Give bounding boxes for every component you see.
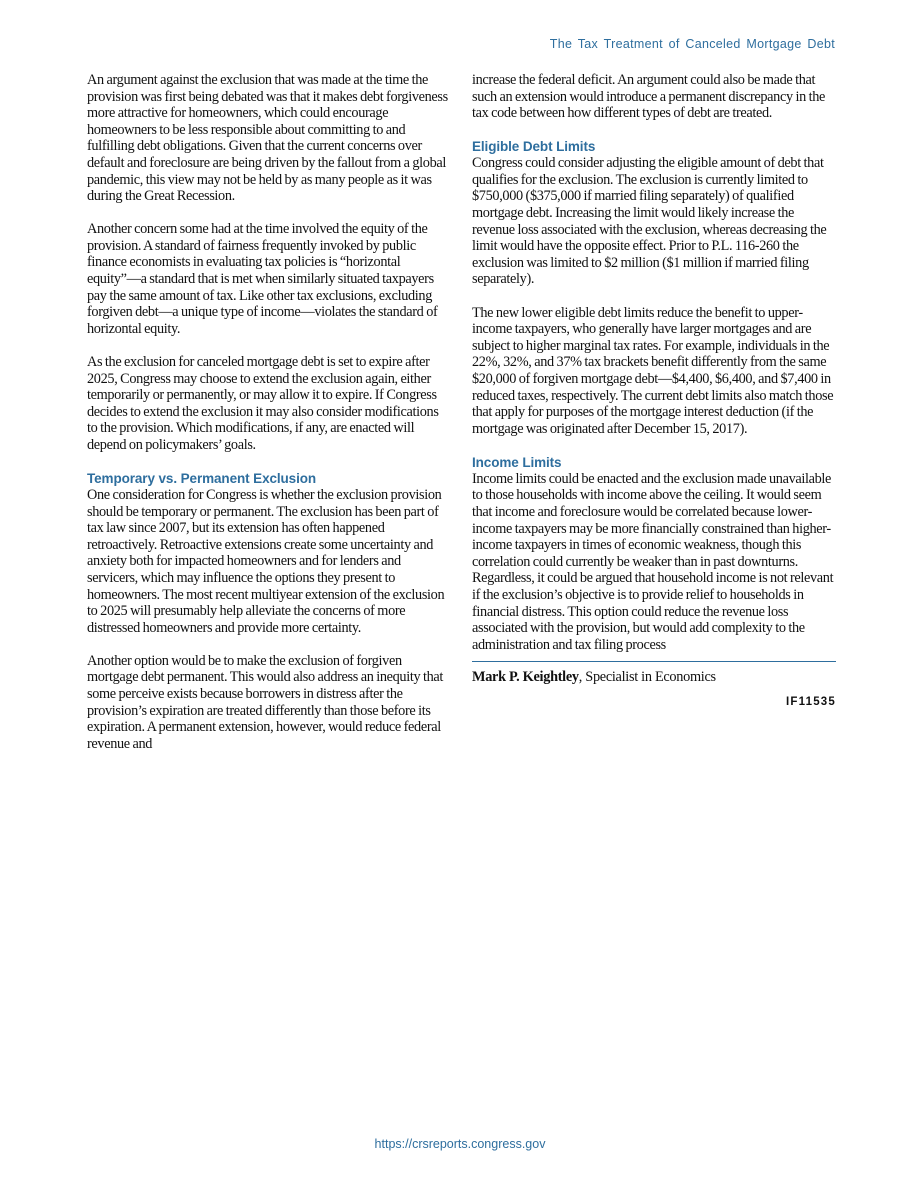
document-id: IF11535 — [786, 696, 836, 709]
body-paragraph: Congress could consider adjusting the eligible amount of debt that qualifies for the exclusion. The exclusion is currently limited to $750,000 ($375,000 if married filing separately) of qualified mortgage debt. Increasing the limit would likely increase the revenue loss associated with the exclusion, whereas decreasing the limit would have the opposite effect. Prior to P.L. 116-260 the exclusion was limited to $2 million ($1 million if married filing separately). — [472, 155, 827, 288]
body-paragraph: Another concern some had at the time involved the equity of the provision. A standard of fairness frequently invoked by public finance economists in evaluating tax policies is “horizontal equity”—a standard that is met when similarly situated taxpayers pay the same amount of tax. Like other tax exclusions, excluding forgiven debt—a unique type of income—violates the standard of horizontal equity. — [87, 221, 438, 337]
section-heading-temporary-vs-permanent: Temporary vs. Permanent Exclusion — [87, 470, 317, 486]
body-paragraph: One consideration for Congress is whether the exclusion provision should be temporary or permanent. The exclusion has been part of tax law since 2007, but its extension has often happened retroactively. Retroactive extensions create some uncertainty and anxiety both for impacted homeowners and for lenders and servicers, which may influence the options they present to homeowners. The most recent multiyear extension of the exclusion to 2025 will presumably help alleviate the concerns of more distressed homeowners and provide more certainty. — [87, 486, 445, 636]
author-name: Mark P. Keightley — [472, 669, 579, 686]
body-paragraph: The new lower eligible debt limits reduce the benefit to upper-income taxpayers, who generally have larger mortgages and are subject to higher marginal tax rates. For example, individuals in the 22%, 32%, and 37% tax brackets benefit differently from the same $20,000 of forgiven mortgage debt—$4,400, $6,400, and $7,400 in reduced taxes, respectively. The current debt limits also match those that apply for purposes of the mortgage interest deduction (if the mortgage was originated after December 15, 2017). — [472, 304, 834, 437]
section-heading-income-limits: Income Limits — [472, 454, 562, 470]
author-title: , Specialist in Economics — [578, 669, 716, 686]
left-column — [87, 72, 451, 769]
right-column — [472, 72, 836, 708]
body-paragraph: As the exclusion for canceled mortgage debt is set to expire after 2025, Congress may choose to extend the exclusion again, either temporarily or permanently, or may allow it to expire. If Congress decides to extend the exclusion it may also consider modifications to the provision. Which modifications, if any, are enacted will depend on policymakers’ goals. — [87, 353, 439, 453]
body-paragraph: An argument against the exclusion that was made at the time the provision was first being debated was that it makes debt forgiveness more attractive for homeowners, which could encourage homeowners to be less responsible about committing to and fulfilling debt obligations. Given that the current concerns over default and foreclosure are being driven by the fallout from a global pandemic, this view may not be held by as many people as it was during the Great Recession. — [87, 72, 448, 205]
footer-url-link[interactable]: https://crsreports.congress.gov — [374, 1137, 546, 1151]
author-divider — [472, 661, 836, 662]
section-heading-eligible-debt-limits: Eligible Debt Limits — [472, 139, 596, 155]
body-paragraph: Income limits could be enacted and the exclusion made unavailable to those households with income above the ceiling. It would seem that income and foreclosure would be correlated because lower-income taxpayers may be more financially constrained than higher-income taxpayers in times of economic weakness, though this correlation could currently be weaker than in past downturns. Regardless, it could be argued that household income is not relevant if the exclusion’s objective is to provide relief to households in financial distress. This option could reduce the revenue loss associated with the provision, but would add complexity to the administration and tax filing process — [472, 470, 834, 653]
body-paragraph: increase the federal deficit. An argument could also be made that such an extension would introduce a permanent discrepancy in the tax code between how different types of debt are treated. — [472, 72, 826, 122]
running-header-title: The Tax Treatment of Canceled Mortgage Debt — [549, 37, 835, 51]
author-line — [472, 668, 836, 686]
body-paragraph: Another option would be to make the exclusion of forgiven mortgage debt permanent. This would also address an inequity that some perceive exists because borrowers in distress after the provision’s expiration are treated differently than those before its expiration. A permanent extension, however, would reduce federal revenue and — [87, 652, 444, 752]
